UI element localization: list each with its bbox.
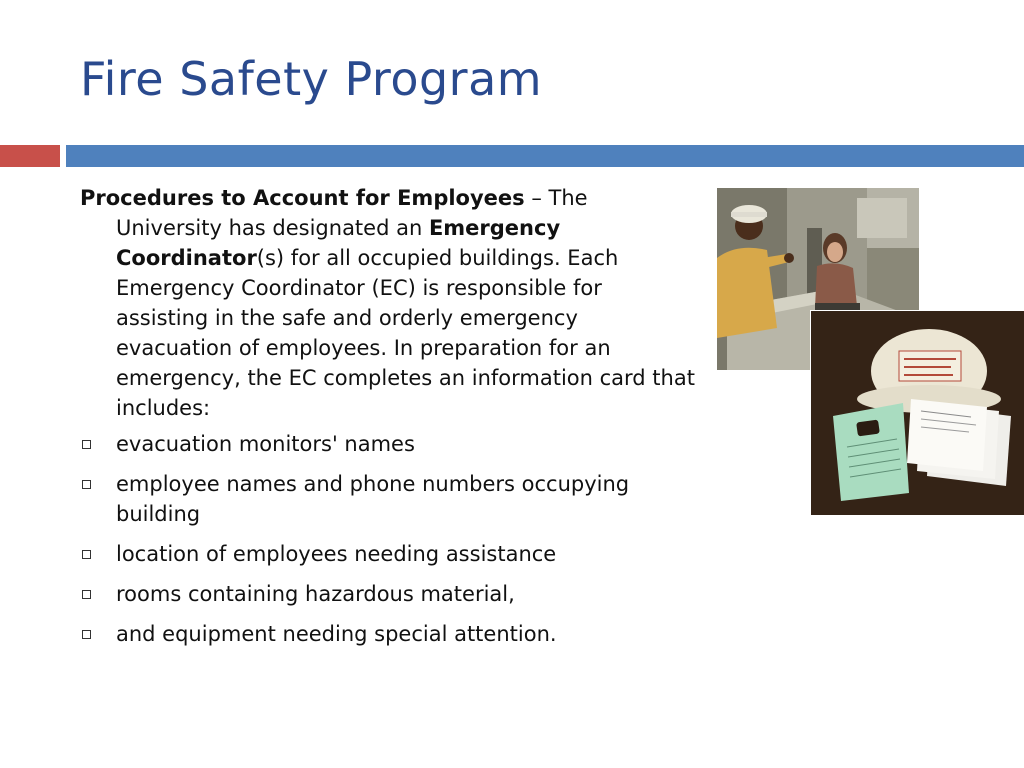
list-item-text: evacuation monitors' names [116, 432, 415, 456]
hollow-square-bullet-icon [82, 480, 91, 489]
intro-role-bold: Emergency Coordinator [116, 216, 561, 270]
slide-title: Fire Safety Program [80, 52, 543, 106]
list-item-text: rooms containing hazardous material, [116, 582, 515, 606]
accent-bar-blue [66, 145, 1024, 167]
hollow-square-bullet-icon [82, 590, 91, 599]
slide-body [80, 183, 700, 659]
intro-lead-bold: Procedures to Account for Employees [80, 186, 525, 210]
bullet-list [80, 429, 700, 649]
list-item [80, 619, 700, 649]
list-item [80, 579, 700, 609]
list-item [80, 539, 700, 569]
hollow-square-bullet-icon [82, 440, 91, 449]
hollow-square-bullet-icon [82, 550, 91, 559]
intro-rest-text: (s) for all occupied buildings. Each Emergency Coordinator (EC) is responsible for assisting in the safe and orderly emergency evacuation of employees. In preparation for an emergency, the EC completes an information card that includes: [116, 246, 695, 420]
list-item [80, 429, 700, 459]
hard-hat-cards-photo [810, 310, 1024, 515]
list-item-text: and equipment needing special attention. [116, 622, 557, 646]
list-item [80, 469, 700, 529]
list-item-text: employee names and phone numbers occupying building [116, 472, 630, 526]
list-item-text: location of employees needing assistance [116, 542, 557, 566]
hard-hat-cards-illustration [811, 311, 1024, 515]
accent-bar-red [0, 145, 60, 167]
hollow-square-bullet-icon [82, 630, 91, 639]
intro-lead-text: – The University has designated an [116, 186, 588, 240]
intro-paragraph [80, 183, 700, 423]
